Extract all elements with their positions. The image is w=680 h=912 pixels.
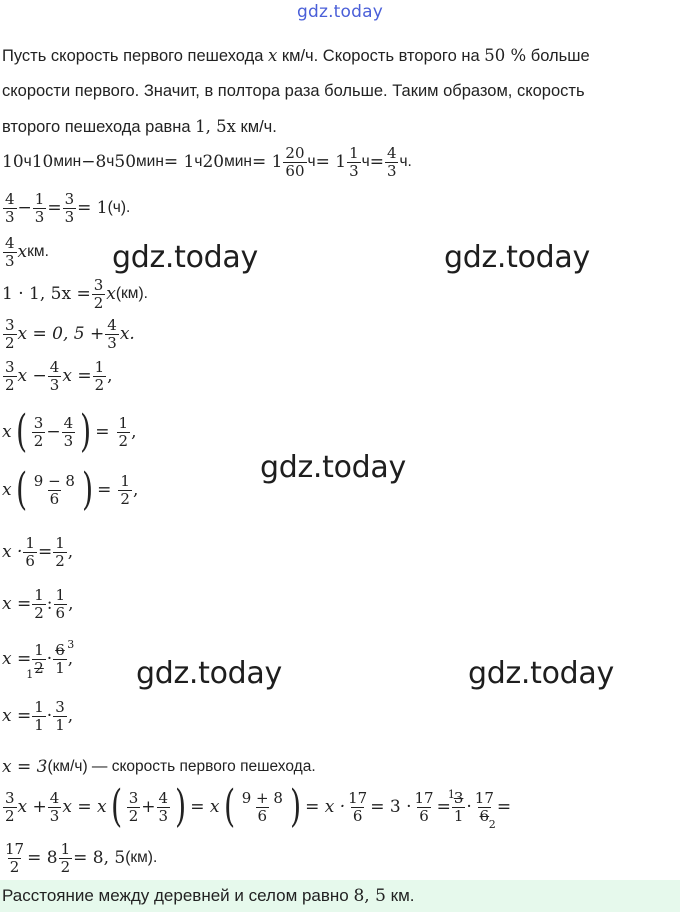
intro-line-2: скорости первого. Значит, в полтора раза больше. Таким образом, скорость: [2, 82, 585, 100]
text: Расстояние между деревней и селом равно: [2, 886, 354, 905]
fraction: $\frac{1}{2}$: [118, 413, 129, 450]
fraction: $\frac{1}{3}$: [34, 189, 45, 226]
op: =: [496, 797, 512, 817]
solution-text: [2, 38, 678, 145]
num: =: [369, 152, 384, 172]
result-value: 8, 5: [353, 886, 386, 906]
op: +: [141, 797, 156, 817]
unit-h: ч: [194, 153, 203, 170]
expr: x = x: [62, 797, 107, 817]
fraction: $\frac{4}{3}$: [107, 315, 117, 352]
percent-value: 50 %: [484, 46, 527, 65]
op: ·: [466, 797, 472, 817]
eq7-line: [2, 636, 73, 682]
fraction: $\frac{1}{2}$: [60, 839, 71, 876]
unit-h: ч: [307, 153, 316, 170]
expr: x = 3: [2, 757, 48, 777]
num: 20: [202, 152, 225, 172]
answer1-line: [2, 754, 316, 780]
fraction: $\frac{17}{6}$: [348, 788, 368, 825]
var-x: x: [17, 242, 28, 262]
fraction: $\frac{4}{3}$: [49, 788, 60, 825]
paren-close: ): [289, 781, 302, 832]
unit-h: ч.: [399, 153, 412, 170]
unit: км.: [27, 243, 49, 260]
text: больше: [526, 47, 590, 65]
watermark: gdz.today: [444, 240, 590, 275]
fraction: 3 1 1: [447, 787, 464, 825]
text: (км/ч) — скорость первого пешехода.: [47, 758, 316, 775]
op: =: [95, 422, 110, 442]
expr: x = 0, 5 +: [17, 324, 105, 344]
speed-expression: 1, 5x: [195, 117, 236, 136]
comma: ,: [67, 649, 74, 669]
fraction: $\frac{3}{2}$: [128, 788, 139, 825]
fraction: $\frac{17}{6}$: [414, 788, 434, 825]
op: ·: [46, 649, 53, 669]
paren-open: (: [15, 464, 27, 515]
num: −8: [81, 152, 107, 172]
intro-line-3: [2, 109, 678, 145]
fraction: $\frac{1}{6}$: [25, 533, 35, 570]
text: км/ч.: [235, 118, 277, 136]
fraction: $\frac{1}{2}$: [120, 471, 130, 508]
comma: ,: [107, 366, 113, 386]
unit-h: ч: [361, 153, 370, 170]
watermark: gdz.today: [112, 240, 258, 275]
eq4-line: [2, 466, 138, 514]
fraction: $\frac{3}{2}$: [33, 413, 44, 450]
unit-min: мин: [224, 153, 252, 170]
op: =: [37, 542, 53, 562]
var-x: x: [106, 284, 116, 304]
fraction: $\frac{3}{2}$: [5, 315, 15, 352]
intro-line-1: [2, 38, 678, 74]
fraction: $\frac{1}{2}$: [34, 585, 44, 622]
fraction: $\frac{4}{3}$: [63, 413, 74, 450]
num: = 1: [315, 152, 347, 172]
fraction: $\frac{1}{1}$: [34, 697, 44, 734]
fraction: $\frac{4}{3}$: [386, 143, 397, 180]
fraction: $\frac{1}{2}$: [55, 533, 65, 570]
op: :: [46, 594, 53, 614]
unit: (ч).: [107, 199, 131, 216]
text: второго пешехода равна: [2, 118, 196, 136]
num: = 1: [163, 152, 195, 172]
time-line: [2, 142, 412, 182]
fraction: $\frac{20}{60}$: [285, 143, 305, 180]
unit-h: ч: [23, 153, 32, 170]
expr: x −: [17, 366, 47, 386]
expr: 1 · 1, 5x =: [2, 284, 91, 304]
op: =: [436, 797, 451, 817]
paren-close: ): [175, 781, 187, 832]
expr: x +: [17, 797, 47, 817]
paren-close: ): [81, 464, 94, 515]
eq5-line: [2, 532, 73, 572]
num: 10: [2, 152, 24, 172]
num: 50: [114, 152, 137, 172]
fraction: $\frac{1}{3}$: [349, 143, 359, 180]
expr: = 8: [27, 848, 58, 868]
expr: = 8, 5: [73, 848, 126, 868]
fraction: $\frac{9 + 8}{6}$: [241, 788, 283, 825]
dist2-line: [2, 274, 148, 314]
eq8-line: [2, 696, 73, 736]
text: км.: [385, 886, 415, 905]
expr: x =: [62, 366, 92, 386]
eq1-line: [2, 314, 135, 354]
fraction: $\frac{1}{6}$: [55, 585, 66, 622]
fraction: 17 6 2: [474, 788, 496, 831]
fraction: $\frac{4}{3}$: [158, 788, 169, 825]
expr: = x: [190, 797, 220, 817]
text: км/ч. Скорость второго на: [277, 47, 485, 65]
fraction: $\frac{9 - 8}{6}$: [33, 471, 75, 508]
op: −: [17, 198, 32, 218]
unit: (км).: [125, 849, 158, 866]
unit-min: мин: [53, 153, 82, 170]
paren-open: (: [110, 781, 122, 832]
text: Пусть скорость первого пешехода: [2, 47, 268, 65]
op: ·: [46, 706, 53, 726]
expr: x ·: [2, 542, 23, 562]
var-x: x: [2, 422, 12, 442]
watermark: gdz.today: [136, 656, 282, 691]
num: = 1: [251, 152, 283, 172]
expr: x.: [119, 324, 135, 344]
expr: x =: [2, 706, 32, 726]
unit-min: мин: [136, 153, 164, 170]
fraction: $\frac{3}{2}$: [5, 357, 15, 394]
paren-open: (: [15, 406, 27, 457]
op: −: [46, 422, 61, 442]
fraction: $\frac{3}{2}$: [93, 275, 104, 312]
site-header-mark: gdz.today: [296, 2, 384, 22]
fraction: $\frac{4}{3}$: [49, 357, 60, 394]
fraction: 6 1 3: [55, 637, 75, 677]
fraction: $\frac{4}{3}$: [5, 189, 15, 226]
var-x: x: [267, 46, 278, 65]
dist1-line: [2, 232, 49, 272]
num: = 1: [77, 198, 108, 218]
sum2-line: [2, 838, 157, 878]
fraction: $\frac{3}{2}$: [5, 788, 15, 825]
eq3-line: [2, 408, 136, 456]
num: 10: [31, 152, 54, 172]
comma: ,: [68, 594, 74, 614]
fraction: $\frac{17}{2}$: [5, 839, 25, 876]
comma: ,: [67, 542, 74, 562]
fraction: 1 2 1: [26, 640, 44, 681]
expr: = x ·: [305, 797, 346, 817]
comma: ,: [132, 480, 139, 500]
expr: x =: [2, 594, 32, 614]
watermark: gdz.today: [260, 450, 406, 485]
fraction: $\frac{3}{1}$: [55, 697, 65, 734]
var-x: x: [2, 480, 12, 500]
fraction: $\frac{4}{3}$: [5, 233, 15, 270]
sum1-line: [2, 778, 511, 836]
comma: ,: [131, 422, 137, 442]
unit: (км).: [115, 285, 148, 302]
unit-h: ч: [106, 153, 115, 170]
expr: x =: [2, 649, 32, 669]
result-banner: [0, 880, 680, 912]
eq6-line: [2, 584, 73, 624]
paren-close: ): [80, 406, 92, 457]
diff-line: [2, 188, 130, 228]
op: =: [97, 480, 112, 500]
eq2-line: [2, 356, 113, 396]
expr: = 3 ·: [370, 797, 412, 817]
fraction: $\frac{3}{3}$: [64, 189, 75, 226]
paren-open: (: [223, 781, 235, 832]
watermark: gdz.today: [468, 656, 614, 691]
comma: ,: [67, 706, 74, 726]
fraction: $\frac{1}{2}$: [94, 357, 105, 394]
op: =: [47, 198, 62, 218]
